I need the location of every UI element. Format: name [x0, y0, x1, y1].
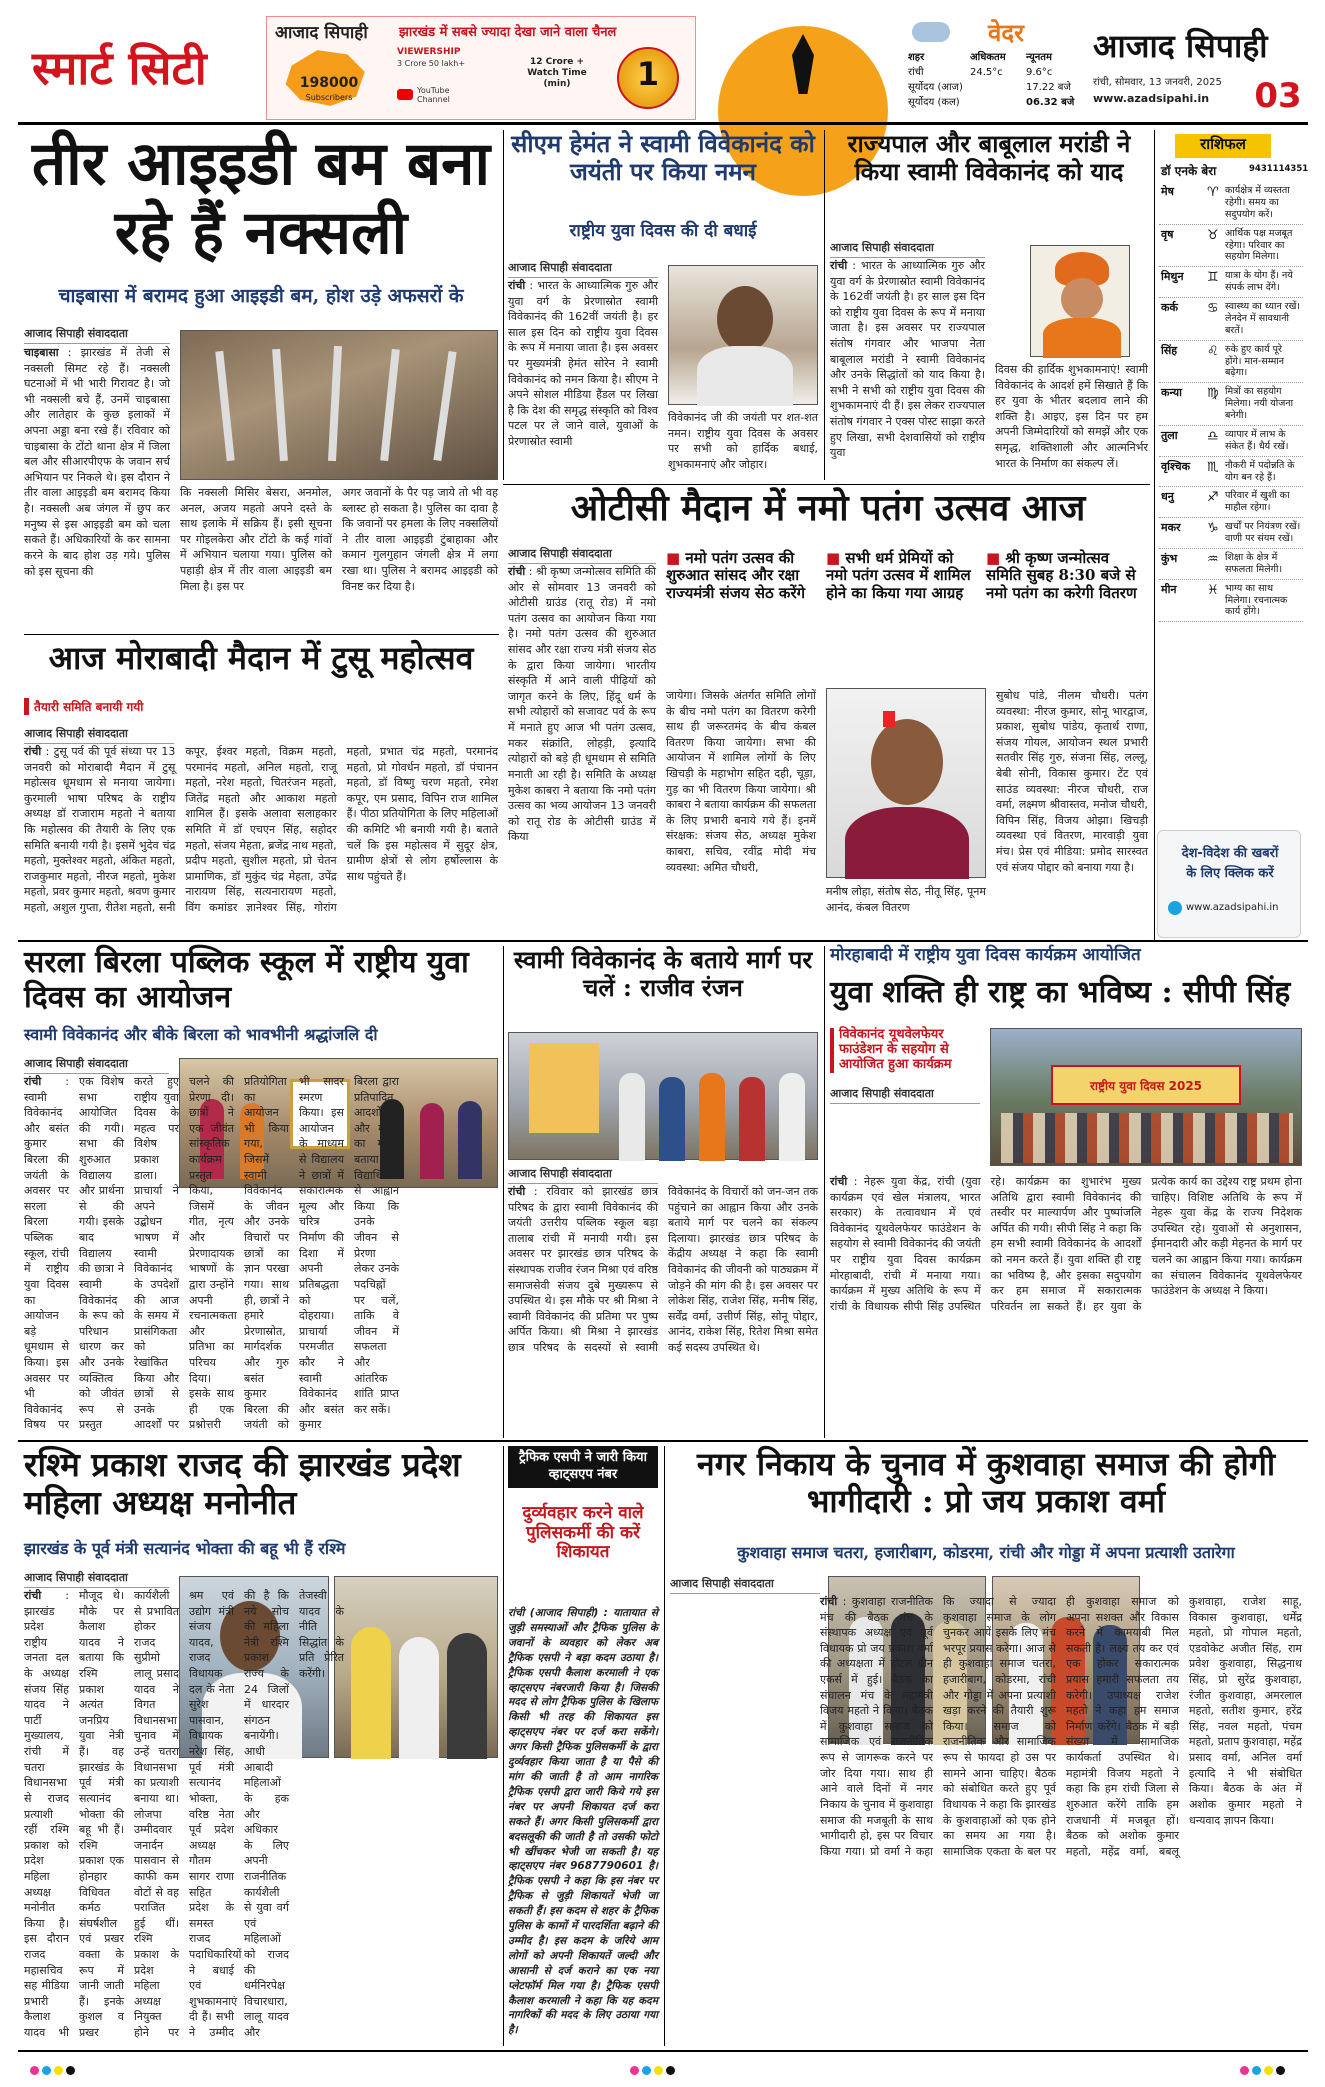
column-rule	[503, 130, 504, 480]
column-rule	[824, 946, 825, 1438]
rajeev-headline: स्वामी विवेकानंद के बताये मार्ग पर चलें : राजीव रंजन	[513, 945, 813, 1002]
kushwaha-body: रांची : कुशवाहा राजनीतिक मंच की बैठक मंच के संस्थापक अध्यक्ष एवं पूर्व विधायक प्रो जय प्रकाश वर्मा की अध्यक्षता में होटल ग्रीन एकर्स में हुई। बैठक का संचालन मंच के महामंत्री विजय महतो ने किया। बैठक में कुशवाहा समाज को सामाजिक एवं राजनीतिक रूप से जागरूक करने पर जोर दिया गया। साथ ही आने वाले दिनों में नगर निकाय के चुनाव में कुशवाहा समाज की मजबूती के साथ भागीदारी हो, इस पर विचार किया गया। प्रो वर्मा ने कहा कि ज्यादा से ज्यादा कुशवाहा समाज के लोग चुनकर आयें इसके लिए मंच भरपूर प्रयास करेगा। आज से ही कुशवाहा समाज चतरा, हजारीबाग, कोडरमा, रांची और गोड्डा में अपना प्रत्याशी खड़ा करने की तैयारी शुरू किया। समाज को राजनीतिक और सामाजिक रूप से फायदा हो उस पर सामने आना चाहिए। बैठक को संबोधित करते हुए पूर्व विधायक ने कहा कि झारखंड के कुशवाहाओं को एक होने का समय आ गया है। सामाजिक एकता के बल पर ही कुशवाहा समाज को अपना सशक्त और विकास करने में कामयाबी मिल सकती है। लक्ष्य तय कर एवं एक होकर सकारात्मक प्रयास हमारी सफलता तय करेगी। उपाध्यक्ष राजेश महतो ने कहा हम समाज निर्माण करेंगे। बैठक में बड़ी संख्या में सामाजिक कार्यकर्ता उपस्थित थे। महामंत्री विजय महतो ने कहा कि हम रांची जिला से शुरुआत करेंगे ताकि हम राजधानी में मजबूत हों। बैठक को अशोक कुमार महतो, महेंद्र वर्मा, बबलू कुशवाहा, राजेश साहू, विकास कुशवाहा, धर्मेंद्र महतो, प्रो गोपाल महतो, एडवोकेट अजीत सिंह, राम प्रवेश कुशवाहा, सिद्धनाथ सिंह, प्रो सुरेंद्र कुशवाहा, रंजीत कुशवाहा, अमरलाल महतो, सतीश कुमार, हरेंद्र सिंह, नवल महतो, पंचम महतो, प्रताप कुशवाहा, महेंद्र प्रसाद वर्मा, अनिल वर्मा इत्यादि ने भी संबोधित किया। बैठक के अंत में अशोक कुमार महतो ने धन्यवाद ज्ञापन किया।	[820, 1595, 1302, 1858]
zodiac-sign-icon: ♉	[1207, 227, 1219, 243]
cp-group-photo	[990, 1028, 1302, 1166]
zodiac-name: कन्या	[1161, 386, 1182, 400]
zodiac-row	[1159, 457, 1303, 488]
horoscope-title: राशिफल	[1175, 134, 1271, 158]
kite-dateline: रांची	[508, 565, 526, 578]
tusu-headline: आज मोराबादी मैदान में टुसू महोत्सव	[48, 639, 474, 677]
rank-number: 1	[636, 55, 660, 93]
traffic-body: रांची (आजाद सिपाही) : यातायात से जुड़ी समस्याओं और ट्रैफिक पुलिस के जवानों के व्यवहार को लेकर अब ट्रैफिक एसपी ने बड़ा कदम उठाया है। ट्रैफिक एसपी कैलाश करमाली ने एक व्हाट्सएप नंबरजारी किया है। जिसकी मदद से लोग ट्रैफिक पुलिस के खिलाफ किसी भी तरह की शिकायत इस व्हाट्सएप नंबर पर दर्ज करा सकेंगे। अगर किसी ट्रैफिक पुलिसकर्मी के द्वारा दुर्व्यवहार किया जाता है या पैसे की मांग की जाती है तो आम नागरिक ट्रैफिक एसपी द्वारा जारी किये गये इस नंबर पर अपनी शिकायत दर्ज करा सकते हैं। अगर किसी पुलिसकर्मी द्वारा बदसलूकी की जाती है तो उसकी फोटो भी खींचकर भेजी जा सकती है। यह व्हाट्सएप नंबर 9687790601 है। ट्रैफिक एसपी ने कहा कि इस नंबर पर ट्रैफिक से जुड़ी शिकायतें भेजी जा सकती हैं। इस कदम से शहर के ट्रैफिक पुलिस के कामों में पारदर्शिता बढ़ाने की उम्मीद है। इस कदम के जरिये आम लोगों को अपनी शिकायतें जल्दी और आसानी से दर्ज कराने का एक नया प्लेटफॉर्म मिल गया है। ट्रैफिक एसपी कैलाश करमाली ने कहा कि यह कदम नागरिकों की मदद के लिए उठाया गया है।	[508, 1607, 658, 2037]
zodiac-sign-icon: ♊	[1207, 270, 1219, 286]
zodiac-name: मकर	[1161, 521, 1181, 535]
lead-story	[24, 130, 498, 630]
kite-text: श्री कृष्ण जन्मोत्सव समिति की ओर से सोमवार 13 जनवरी को ओटीसी ग्राउंड (रातू रोड) में नमो पतंग उत्सव का आयोजन किया गया है। नमो पतंग उत्सव की शुरुआत सांसद और रक्षा राज्य मंत्री संजय सेठ के द्वारा किया जायेगा। भारतीय संस्कृति में आने वाली पीढ़ियों को जागृत करने के लिए, हिंदू धर्म के सभी त्योहारों को सजावट पर्व के रूप में मनाते हुए आज भी पतंग उत्सव, मकर संक्रांति, लोहड़ी, इत्यादि त्योहारों को बड़े ही धूमधाम से समिति मनाती आ रही है। समिति के अध्यक्ष मुकेश काबरा ने बताया कि नमो पतंग उत्सव का भव्य आयोजन 13 जनवरी को रातू रोड के ओटीसी ग्राउंड में किया	[508, 565, 656, 844]
column-rule	[503, 946, 504, 1438]
color-dot	[654, 2066, 663, 2075]
zodiac-name: तुला	[1161, 428, 1178, 442]
governor-dateline: रांची	[830, 259, 848, 272]
zodiac-text: स्वास्थ्य का ध्यान रखें। लेनदेन में सावधानी बरतें।	[1225, 301, 1301, 336]
rashmi-dateline: रांची	[24, 1589, 42, 1602]
banner-title: आजाद सिपाही	[275, 23, 368, 43]
rashmi-body: रांची : झारखंड प्रदेश राष्ट्रीय जनता दल के अध्यक्ष संजय सिंह यादव ने पार्टी मुख्यालय, रांची में चतरा विधानसभा से राजद प्रत्याशी रहीं रश्मि प्रकाश को प्रदेश महिला अध्यक्ष मनोनीत किया है। इस दौरान राजद महासचिव सह मीडिया प्रभारी कैलाश यादव भी मौजूद थे। मौके पर कैलाश यादव ने बताया कि रश्मि प्रकाश अत्यंत जनप्रिय युवा नेत्री हैं। वह झारखंड के पूर्व मंत्री सत्यानंद भोक्ता की बहू भी हैं। रश्मि प्रकाश एक होनहार विधिवत कर्मठ संघर्षशील एवं प्रखर वक्ता के रूप में जानी जाती हैं। इनके कुशल व प्रखर कार्यशैली से प्रभावित होकर राजद सुप्रीमो लालू प्रसाद यादव ने विगत विधानसभा चुनाव में उन्हें चतरा विधानसभा का प्रत्याशी बनाया था। लोजपा उम्मीदवार जनार्दन पासवान से काफी कम वोटों से वह पराजित हुई थीं। रश्मि प्रकाश के प्रदेश महिला अध्यक्ष नियुक्त होने पर श्रम एवं उद्योग मंत्री संजय यादव, राजद विधायक दल के नेता सुरेश पासवान, विधायक नरेश सिंह, पूर्व मंत्री सत्यानंद भोक्ता, वरिष्ठ नेता पूर्व प्रदेश अध्यक्ष गौतम सागर राणा सहित प्रदेश के समस्त राजद पदाधिकारियों ने बधाई एवं शुभकामनाएं दी हैं। सभी ने उम्मीद की है कि नये सोच की महिला नेत्री रश्मि प्रकाश राज्य के 24 जिलों में धारदार संगठन बनायेंगी। आधी आबादी महिलाओं के हक और अधिकार के लिए अपनी राजनीतिक कार्यशैली से युवा वर्ग एवं महिलाओं को राजद की धर्मनिरपेक्ष विचारधारा, लालू यादव और तेजस्वी यादव के नीति सिद्धांत के प्रति प्रेरित करेंगी।	[24, 1589, 344, 2040]
zodiac-name: वृश्चिक	[1161, 459, 1191, 473]
lead-body-right: अगर जवानों के पैर पड़ जाये तो भी वह ब्लास्ट हो सकता है। पुलिस का दावा है कि जवानों पर हमला के लिए नक्सलियों ने तीर वाला आइइडी टुंबाहाका और कमान गुलगुहान जंगली क्षेत्र में लगा रखा था। पुलिस ने बरामद आइइडी को विनष्ट कर दिया है।	[342, 486, 498, 593]
zodiac-row	[1159, 341, 1303, 384]
governor-text: भारत के आध्यात्मिक गुरु और युवा वर्ग के प्रेरणास्रोत स्वामी विवेकानंद के 162वीं जयंती है। हर साल इस दिन को राष्ट्रीय युवा दिवस के रूप में मनाया जाता है। इस अवसर पर राज्यपाल संतोष गंगवार और भाजपा नेता बाबूलाल मरांडी ने स्वामी विवेकानंद और उनके सिद्धांतों को याद किया है। सभी ने सभी को राष्ट्रीय युवा दिवस की शुभकामनाएं दी हैं। इस लेकर राज्यपाल संतोष गंगवार ने एक्स पोस्ट साझा करते हुए लिखा, सभी देशवासियों को राष्ट्रीय युवा	[830, 259, 985, 460]
tusu-body: रांची : टुसू पर्व की पूर्व संध्या पर 13 जनवरी को मोराबादी मैदान में टुसू महोत्सव धूमधाम से मनाया जायेगा। कुरमाली भाषा परिषद के राष्ट्रीय अध्यक्ष डॉ राजाराम महतो ने बताया कि महोत्सव की तैयारी के लिए एक समिति बनायी गयी है। इसमें भुदेव चंद्र महतो, मुक्तेश्वर महतो, अंकित महतो, राजकुमार महतो, नीरज महतो, मुकेश महतो, प्रवर कुमार महतो, श्रवण कुमार महतो, अशुल गुप्ता, रीतेश महतो, सनी कपूर, ईश्वर महतो, विक्रम महतो, परमानंद महतो, अनिल महतो, राजू महतो, नरेश महतो, चितरंजन महतो, जितेंद्र महतो और आकाश महतो शामिल हैं। इसके अलावा सलाहकार समिति में डॉ एचएन सिंह, सहोदर महतो, संजय मेहता, ब्रजेंद्र नाथ महतो, प्रदीप महतो, सुशील महतो, प्रो चेतन प्रामाणिक, डॉ मुकुंद चंद्र मेहता, उपेंद्र नारायण सिंह, सत्यनारायण महतो, विंग कमांडर ज्ञानेश्वर सिंह, गोरांग महतो, प्रभात चंद्र महतो, परमानंद महतो, प्रो गोवर्धन महतो, डॉ पंचानन महतो, डॉ विष्णु चरण महतो, रमेश कपूर, एम प्रसाद, विपिन राज शामिल हैं। पीठा प्रतियोगिता के लिए महिलाओं की कमिटि भी बनायी गयी है। बताते चलें कि इस महोत्सव में सुदूर क्षेत्र, ग्रामीण क्षेत्रों से लोग हर्षोल्लास के साथ पहुंचते हैं।	[24, 745, 498, 915]
sarla-text: स्वामी विवेकानंद और बसंत कुमार बिरला की जयंती के अवसर पर सरला बिरला पब्लिक स्कूल, रांची में राष्ट्रीय युवा दिवस का आयोजन बड़े धूमधाम से किया। इस अवसर पर भी विवेकानंद विषय पर एक विशेष सभा आयोजित की गयी। सभा की शुरुआत विद्यालय और प्रार्थना से की गयी। इसके बाद विद्यालय की छात्रा ने स्वामी विवेकानंद के रूप को परिधान धारण कर और उनके व्यक्तित्व को जीवंत रूप से प्रस्तुत करते हुए राष्ट्रीय युवा दिवस के महत्व पर विशेष प्रकाश डाला। प्राचार्या ने अपने उद्बोधन भाषण में स्वामी विवेकानंद के उपदेशों की आज के समय में प्रासंगिकता को रेखांकित किया और छात्रों से उनके आदर्शों पर चलने की प्रेरणा दी। छात्रों ने एक जीवंत सांस्कृतिक कार्यक्रम प्रस्तुत किया, जिसमें गीत, नृत्य और प्रेरणादायक भाषणों के द्वारा उन्होंने अपनी रचनात्मकता और प्रतिभा का परिचय दिया। इसके साथ ही एक प्रश्नोत्तरी प्रतियोगिता का आयोजन भी किया गया, जिसमें स्वामी विवेकानंद के जीवन और उनके विचारों पर छात्रों का ज्ञान परखा गया। साथ ही, छात्रों ने हमारे प्रेरणास्रोत, मार्गदर्शक और गुरु बसंत कुमार बिरला की जयंती को भी सादर स्मरण किया। इस आयोजन के माध्यम से विद्यालय ने छात्रों में सकारात्मक मूल्य और चरित्र निर्माण की दिशा में अपनी प्रतिबद्धता को दोहराया। प्राचार्या परमजीत कौर ने स्वामी विवेकानंद और बसंत कुमार बिरला द्वारा प्रतिपादित आदर्शों और मूल्यों का महत्व बताया और विद्यार्थियों से आह्वान किया कि उनके जीवन से प्रेरणा लेकर उनके पदचिह्नों पर चलें, ताकि वे जीवन में सफलता और आंतरिक शांति प्राप्त कर सकें।	[24, 1075, 399, 1432]
row-rule	[24, 634, 499, 635]
registration-dots-center	[630, 2060, 678, 2079]
horoscope-phone: 9431114351	[1249, 164, 1309, 174]
rajeev-story	[508, 946, 818, 1436]
masthead-rule	[18, 122, 1308, 125]
kushwaha-text: कुशवाहा राजनीतिक मंच की बैठक मंच के संस्थापक अध्यक्ष एवं पूर्व विधायक प्रो जय प्रकाश वर्मा की अध्यक्षता में होटल ग्रीन एकर्स में हुई। बैठक का संचालन मंच के महामंत्री विजय महतो ने किया। बैठक में कुशवाहा समाज को सामाजिक एवं राजनीतिक रूप से जागरूक करने पर जोर दिया गया। साथ ही आने वाले दिनों में नगर निकाय के चुनाव में कुशवाहा समाज की मजबूती के साथ भागीदारी हो, इस पर विचार किया गया। प्रो वर्मा ने कहा कि ज्यादा से ज्यादा कुशवाहा समाज के लोग चुनकर आयें इसके लिए मंच भरपूर प्रयास करेगा। आज से ही कुशवाहा समाज चतरा, हजारीबाग, कोडरमा, रांची और गोड्डा में अपना प्रत्याशी खड़ा करने की तैयारी शुरू किया। समाज को राजनीतिक और सामाजिक रूप से फायदा हो उस पर सामने आना चाहिए। बैठक को संबोधित करते हुए पूर्व विधायक ने कहा कि झारखंड के कुशवाहाओं को एक होने का समय आ गया है। सामाजिक एकता के बल पर ही कुशवाहा समाज को अपना सशक्त और विकास करने में कामयाबी मिल सकती है। लक्ष्य तय कर एवं एक होकर सकारात्मक प्रयास हमारी सफलता तय करेगी। उपाध्यक्ष राजेश महतो ने कहा हम समाज निर्माण करेंगे। बैठक में बड़ी संख्या में सामाजिक कार्यकर्ता उपस्थित थे। महामंत्री विजय महतो ने कहा कि हम रांची जिला से शुरुआत करेंगे ताकि हम राजधानी में मजबूत हों। बैठक को अशोक कुमार महतो, महेंद्र वर्मा, बबलू कुशवाहा, राजेश साहू, विकास कुशवाहा, धर्मेंद्र महतो, प्रो गोपाल महतो, एडवोकेट अजीत सिंह, राम प्रवेश कुशवाहा, सिद्धनाथ सिंह, प्रो सुरेंद्र कुशवाहा, रंजीत कुशवाहा, अमरलाल महतो, सतीश कुमार, हरेंद्र सिंह, नवल महतो, पंचम महतो, प्रताप कुशवाहा, महेंद्र प्रसाद वर्मा, अनिल वर्मा इत्यादि ने भी संबोधित किया। बैठक के अंत में अशोक कुमार महतो ने धन्यवाद ज्ञापन किया।	[820, 1595, 1302, 1858]
column-rule	[664, 1446, 665, 2046]
zodiac-sign-icon: ♋	[1207, 301, 1219, 316]
rashmi-story	[24, 1446, 498, 2046]
zodiac-name: कर्क	[1161, 301, 1178, 314]
channel-banner[interactable]	[266, 16, 696, 120]
zodiac-text: खर्चों पर नियंत्रण रखें। वाणी पर संयम रखें।	[1225, 521, 1301, 544]
pen-logo-icon	[708, 14, 898, 122]
kushwaha-headline: नगर निकाय के चुनाव में कुशवाहा समाज की होगी भागीदारी : प्रो जय प्रकाश वर्मा	[696, 1445, 1276, 1520]
footer-color-marks	[30, 2058, 1300, 2078]
zodiac-sign-icon: ♐	[1207, 490, 1219, 506]
promo-line-2: के लिए क्लिक करें	[1186, 866, 1274, 881]
cp-text: नेहरू युवा केंद्र, रांची (युवा कार्यक्रम एवं खेल मंत्रालय, भारत सरकार) के तत्वावधान में एवं विवेकानंद यूथवेलफेयर फाउंडेशन के सहयोग से स्वामी विवेकानंद की जयंती पर राष्ट्रीय युवा दिवस कार्यक्रम मोरहाबादी, रांची में मनाया गया। कार्यक्रम में मुख्य अतिथि के रूप में रांची के विधायक सीपी सिंह उपस्थित रहे। कार्यक्रम का शुभारंभ मुख्य अतिथि द्वारा स्वामी विवेकानंद की तस्वीर पर माल्यार्पण और पुष्पांजलि अर्पित की गयी। सीपी सिंह ने कहा कि हम सभी स्वामी विवेकानंद के आदर्शों को नमन करते हैं। युवा शक्ति ही राष्ट्र का भविष्य है, और इसका सदुपयोग कर हम समाज में सकारात्मक परिवर्तन ला सकते हैं। हर युवा के प्रत्येक कार्य का उद्देश्य राष्ट्र प्रथम होना चाहिए। विशिष्ट अतिथि के रूप में नेहरू युवा केंद्र के राज्य निदेशक उपस्थित रहे। युवाओं से अनुशासन, ईमानदारी और कड़ी मेहनत के मार्ग पर चलने का आह्वान किया गया। कार्यक्रम का संचालन विवेकानंद यूथवेलफेयर फाउंडेशन के अध्यक्ष ने किया।	[830, 1175, 1302, 1313]
kushwaha-story	[670, 1446, 1302, 2046]
hemant-subhead: राष्ट्रीय युवा दिवस की दी बधाई	[569, 221, 757, 241]
zodiac-row	[1159, 267, 1303, 298]
cp-subhead: मोरहाबादी में राष्ट्रीय युवा दिवस कार्यक्रम आयोजित	[830, 945, 1141, 965]
zodiac-sign-icon: ♍	[1207, 386, 1219, 402]
kushwaha-byline: आजाद सिपाही संवाददाता	[670, 1576, 820, 1594]
youtube-icon	[397, 89, 413, 100]
kite-body-right: सुबोध पांडे, नीलम चौधरी। पतंग व्यवस्था: नीरज कुमार, सोनू भारद्वाज, प्रकाश, सुबोध पांडेय, कृतार्थ राणा, संजय गोयल, आयोजन स्थल प्रभारी सतवीर सिंह गुरु, संजना सिंह, लल्लू, बेबी सोनी, विकास कुमार। टेंट एवं साउंड व्यवस्था: नीरज चौधरी, राज वर्मा, लक्ष्मण श्रीवास्तव, मनोज चौधरी, विपिन सिंह, विजय ओझा। खिचड़ी व्यवस्था एवं वितरण, मारवाड़ी युवा मंच। प्रेस एवं मीडिया: प्रमोद सारस्वत एवं संजय पोद्दार को बनाया गया है।	[996, 689, 1148, 874]
lead-body-left: चाइबासा : झारखंड में तेजी से नक्सली सिमट रहे हैं। नक्सली घटनाओं में भी भारी गिरावट है। जो भी नक्सली बचे हैं, उनमें चाइबासा और लातेहार के कुछ इलाकों में अपना अड्डा बना रखे हैं। रविवार को चाइबासा के टोंटो थाना क्षेत्र में जिला बल और सीआरपीएफ के जवान सर्च अभियान पर निकले थे। इस दौरान ने तीर वाला आइइडी बम बरामद किया है। नक्सली अब जंगल में छुप कर मनुष्य से इस आइइडी बम को चला सकते हैं। अधिकारियों के कर सामना करने के बाद होश उड़ गये। पुलिस को इस सूचना की	[24, 346, 170, 578]
youtube-label: YouTube Channel	[417, 86, 450, 104]
cp-byline: आजाद सिपाही संवाददाता	[830, 1086, 980, 1104]
color-dot	[1240, 2066, 1249, 2075]
zodiac-row	[1159, 225, 1303, 268]
color-dot	[642, 2066, 651, 2075]
tusu-kicker: तैयारी समिति बनायी गयी	[24, 698, 184, 715]
kite-byline: आजाद सिपाही संवाददाता	[508, 546, 656, 564]
tusu-dateline: रांची	[24, 745, 42, 758]
weather-col-min: न्यूनतम	[1026, 52, 1052, 63]
zodiac-row	[1159, 549, 1303, 580]
color-dot	[630, 2066, 639, 2075]
zodiac-row	[1159, 383, 1303, 426]
kite-kicker-3: ■ श्री कृष्ण जन्मोत्सव समिति सुबह 8:30 बजे से नमो पतंग का करेगी वितरण	[986, 549, 1137, 602]
traffic-story	[508, 1446, 658, 2046]
hemant-headline: सीएम हेमंत ने स्वामी विवेकानंद को जयंती पर किया नमन	[511, 129, 815, 186]
cp-body: रांची : नेहरू युवा केंद्र, रांची (युवा कार्यक्रम एवं खेल मंत्रालय, भारत सरकार) के तत्वावधान में एवं विवेकानंद यूथवेलफेयर फाउंडेशन के सहयोग से स्वामी विवेकानंद की जयंती पर राष्ट्रीय युवा दिवस कार्यक्रम मोरहाबादी, रांची में मनाया गया। कार्यक्रम में मुख्य अतिथि के रूप में रांची के विधायक सीपी सिंह उपस्थित रहे। कार्यक्रम का शुभारंभ मुख्य अतिथि द्वारा स्वामी विवेकानंद की तस्वीर पर माल्यार्पण और पुष्पांजलि अर्पित की गयी। सीपी सिंह ने कहा कि हम सभी स्वामी विवेकानंद के आदर्शों को नमन करते हैं। युवा शक्ति ही राष्ट्र का भविष्य है, और इसका सदुपयोग कर हम समाज में सकारात्मक परिवर्तन ला सकते हैं। हर युवा के प्रत्येक कार्य का उद्देश्य राष्ट्र प्रथम होना चाहिए। विशिष्ट अतिथि के रूप में नेहरू युवा केंद्र के राज्य निदेशक उपस्थित रहे। युवाओं से अनुशासन, ईमानदारी और कड़ी मेहनत के मार्ग पर चलने का आह्वान किया गया। कार्यक्रम का संचालन विवेकानंद यूथवेलफेयर फाउंडेशन के अध्यक्ष ने किया।	[830, 1175, 1302, 1313]
horoscope-panel	[1154, 130, 1309, 940]
zodiac-name: मेष	[1161, 185, 1174, 198]
kushwaha-subhead: कुशवाहा समाज चतरा, हजारीबाग, कोडरमा, रांची और गोड्डा में अपना प्रत्याशी उतारेगा	[737, 1543, 1235, 1562]
horoscope-author: डॉ एनके बेरा	[1161, 164, 1217, 178]
zodiac-sign-icon: ♓	[1207, 582, 1219, 598]
cp-story	[830, 946, 1302, 1436]
lead-byline: आजाद सिपाही संवाददाता	[24, 326, 170, 344]
lead-headline: तीर आइइडी बम बना रहे हैं नक्सली	[31, 129, 491, 268]
weather-cell: 06.32 बजे	[1026, 97, 1075, 108]
zodiac-text: मित्रों का सहयोग मिलेगा। नयी योजना बनेगी।	[1225, 386, 1294, 421]
zodiac-text: आर्थिक पक्ष मजबूत रहेगा। परिवार का सहयोग मिलेगा।	[1225, 227, 1293, 263]
sarla-dateline: रांची	[24, 1075, 42, 1088]
color-dot	[66, 2066, 75, 2075]
tusu-byline: आजाद सिपाही संवाददाता	[24, 726, 174, 744]
sarla-subhead: स्वामी विवेकानंद और बीके बिरला को भावभीनी श्रद्धांजलि दी	[24, 1025, 378, 1044]
color-dot	[54, 2066, 63, 2075]
date-line: रांची, सोमवार, 13 जनवरी, 2025	[1093, 77, 1222, 88]
traffic-headline: दुर्व्यवहार करने वाले पुलिसकर्मी की करें शिकायत	[522, 1503, 644, 1563]
zodiac-row	[1159, 426, 1303, 457]
vivekananda-portrait	[1030, 245, 1130, 357]
zodiac-row	[1159, 518, 1303, 549]
ied-photo	[180, 330, 498, 480]
zodiac-text: परिवार में खुशी का माहौल रहेगा।	[1225, 490, 1290, 514]
rashmi-text: झारखंड प्रदेश राष्ट्रीय जनता दल के अध्यक्ष संजय सिंह यादव ने पार्टी मुख्यालय, रांची में चतरा विधानसभा से राजद प्रत्याशी रहीं रश्मि प्रकाश को प्रदेश महिला अध्यक्ष मनोनीत किया है। इस दौरान राजद महासचिव सह मीडिया प्रभारी कैलाश यादव भी मौजूद थे। मौके पर कैलाश यादव ने बताया कि रश्मि प्रकाश अत्यंत जनप्रिय युवा नेत्री हैं। वह झारखंड के पूर्व मंत्री सत्यानंद भोक्ता की बहू भी हैं। रश्मि प्रकाश एक होनहार विधिवत कर्मठ संघर्षशील एवं प्रखर वक्ता के रूप में जानी जाती हैं। इनके कुशल व प्रखर कार्यशैली से प्रभावित होकर राजद सुप्रीमो लालू प्रसाद यादव ने विगत विधानसभा चुनाव में उन्हें चतरा विधानसभा का प्रत्याशी बनाया था। लोजपा उम्मीदवार जनार्दन पासवान से काफी कम वोटों से वह पराजित हुई थीं। रश्मि प्रकाश के प्रदेश महिला अध्यक्ष नियुक्त होने पर श्रम एवं उद्योग मंत्री संजय यादव, राजद विधायक दल के नेता सुरेश पासवान, विधायक नरेश सिंह, पूर्व मंत्री सत्यानंद भोक्ता, वरिष्ठ नेता पूर्व प्रदेश अध्यक्ष गौतम सागर राणा सहित प्रदेश के समस्त राजद पदाधिकारियों ने बधाई एवं शुभकामनाएं दी हैं। सभी ने उम्मीद की है कि नये सोच की महिला नेत्री रश्मि प्रकाश राज्य के 24 जिलों में धारदार संगठन बनायेंगी। आधी आबादी महिलाओं के हक और अधिकार के लिए अपनी राजनीतिक कार्यशैली से युवा वर्ग एवं महिलाओं को राजद की धर्मनिरपेक्ष विचारधारा, लालू यादव और तेजस्वी यादव के नीति सिद्धांत के प्रति प्रेरित करेंगी।	[24, 1589, 344, 2040]
hemant-text: भारत के आध्यात्मिक गुरु और युवा वर्ग के प्रेरणास्रोत स्वामी विवेकानंद की 162वीं जयंती है। हर साल इस दिन को राष्ट्रीय युवा दिवस के रूप में मनाया जाता है। इस अवसर पर मुख्यमंत्री हेमंत सोरेन ने स्वामी विवेकानंद को नमन किया है। सीएम ने अपने सोशल मीडिया हैंडल पर लिखा है कि देश की समृद्ध संस्कृति को विश्व पटल पर ले जाने वाले, युवाओं के प्रेरणास्रोत स्वामी	[508, 279, 658, 449]
governor-story	[830, 130, 1148, 482]
zodiac-row	[1159, 580, 1303, 623]
zodiac-text: यात्रा के योग हैं। नये संपर्क लाभ देंगे।	[1225, 270, 1293, 294]
promo-line-1: देश-विदेश की खबरों	[1181, 846, 1279, 861]
zodiac-sign-icon: ♏	[1207, 459, 1219, 475]
zodiac-name: वृष	[1161, 227, 1174, 241]
banner-tagline: झारखंड में सबसे ज्यादा देखा जाने वाला चैनल	[399, 25, 617, 40]
zodiac-text: व्यापार में लाभ के संकेत हैं। धैर्य रखें।	[1225, 428, 1289, 452]
row-rule	[503, 484, 1150, 485]
governor-body-right: दिवस की हार्दिक शुभकामनाएं! स्वामी विवेकानंद के आदर्श हमें सिखाते हैं कि हर युवा के भीतर बदलाव लाने की शक्ति है। आइए, इस दिन पर हम अपनी जिम्मेदारियों को समझें और एक समृद्ध, शक्तिशाली और आत्मनिर्भर भारत के निर्माण का संकल्प लें।	[995, 363, 1148, 470]
viewership-label: VIEWERSHIP	[397, 47, 461, 57]
rajeev-body: रांची : रविवार को झारखंड छात्र परिषद के द्वारा स्वामी विवेकानंद की जयंती उत्तरीय पब्लिक स्कूल बड़ा तालाब रांची में मनायी गयी। इस अवसर पर झारखंड छात्र परिषद के संस्थापक राजीव रंजन मिश्रा एवं वरिष्ठ समाजसेवी संजय दुबे मुख्यरूप से उपस्थित थे। इस मौके पर श्री मिश्रा ने स्वामी विवेकानंद की प्रतिमा पर पुष्प अर्पित किया। श्री मिश्रा ने झारखंड छात्र परिषद के सदस्यों से स्वामी विवेकानंद के विचारों को जन-जन तक पहुंचाने का आह्वान किया और उनके बताये मार्ग पर चलने का संकल्प दिलाया। झारखंड छात्र परिषद के केंद्रीय अध्यक्ष ने कहा कि स्वामी विवेकानंद की जीवनी को पाठ्यक्रम में जोड़ने की मांग की है। इस अवसर पर लोकेश सिंह, राजेश सिंह, मनीष सिंह, सर्वेंद्र वर्मा, उत्तीर्ण सिंह, सोनू पोद्दार, आनंद, राकेश सिंह, रितेश मिश्रा समेत कई सदस्य उपस्थित थे।	[508, 1185, 818, 1355]
cp-banner-text: राष्ट्रीय युवा दिवस 2025	[1089, 1079, 1203, 1093]
rajeev-byline: आजाद सिपाही संवाददाता	[508, 1166, 658, 1184]
zodiac-name: मिथुन	[1161, 270, 1184, 284]
globe-icon	[1168, 901, 1182, 915]
zodiac-row	[1159, 487, 1303, 518]
zodiac-text: शिक्षा के क्षेत्र में सफलता मिलेगी।	[1225, 551, 1283, 575]
rajeev-event-photo	[508, 1032, 818, 1160]
lead-dateline: चाइबासा	[24, 346, 59, 359]
column-rule	[824, 130, 825, 480]
hemant-portrait	[668, 265, 818, 405]
color-dot	[1264, 2066, 1273, 2075]
color-dot	[1252, 2066, 1261, 2075]
section-brand: स्मार्ट सिटी	[32, 41, 207, 95]
hemant-body-right: विवेकानंद जी की जयंती पर शत-शत नमन। राष्ट्रीय युवा दिवस के अवसर पर सभी को हार्दिक बधाई, शुभकामनाएं और जोहार।	[668, 411, 818, 471]
subscriber-label: Subscribers	[305, 93, 353, 102]
zodiac-name: धनु	[1161, 490, 1174, 504]
lead-subhead: चाइबासा में बरामद हुआ आइइडी बम, होश उड़े अफसरों के	[58, 285, 464, 307]
rashmi-subhead: झारखंड के पूर्व मंत्री सत्यानंद भोक्ता की बहू भी हैं रश्मि	[24, 1539, 346, 1558]
zodiac-text: कार्यक्षेत्र में व्यस्तता रहेगी। समय का सदुपयोग करें।	[1225, 185, 1290, 220]
sarla-body: रांची : स्वामी विवेकानंद और बसंत कुमार बिरला की जयंती के अवसर पर सरला बिरला पब्लिक स्कूल, रांची में राष्ट्रीय युवा दिवस का आयोजन बड़े धूमधाम से किया। इस अवसर पर भी विवेकानंद विषय पर एक विशेष सभा आयोजित की गयी। सभा की शुरुआत विद्यालय और प्रार्थना से की गयी। इसके बाद विद्यालय की छात्रा ने स्वामी विवेकानंद के रूप को परिधान धारण कर और उनके व्यक्तित्व को जीवंत रूप से प्रस्तुत करते हुए राष्ट्रीय युवा दिवस के महत्व पर विशेष प्रकाश डाला। प्राचार्या ने अपने उद्बोधन भाषण में स्वामी विवेकानंद के उपदेशों की आज के समय में प्रासंगिकता को रेखांकित किया और छात्रों से उनके आदर्शों पर चलने की प्रेरणा दी। छात्रों ने एक जीवंत सांस्कृतिक कार्यक्रम प्रस्तुत किया, जिसमें गीत, नृत्य और प्रेरणादायक भाषणों के द्वारा उन्होंने अपनी रचनात्मकता और प्रतिभा का परिचय दिया। इसके साथ ही एक प्रश्नोत्तरी प्रतियोगिता का आयोजन भी किया गया, जिसमें स्वामी विवेकानंद के जीवन और उनके विचारों पर छात्रों का ज्ञान परखा गया। साथ ही, छात्रों ने हमारे प्रेरणास्रोत, मार्गदर्शक और गुरु बसंत कुमार बिरला की जयंती को भी सादर स्मरण किया। इस आयोजन के माध्यम से विद्यालय ने छात्रों में सकारात्मक मूल्य और चरित्र निर्माण की दिशा में अपनी प्रतिबद्धता को दोहराया। प्राचार्या परमजीत कौर ने स्वामी विवेकानंद और बसंत कुमार बिरला द्वारा प्रतिपादित आदर्शों और मूल्यों का महत्व बताया और विद्यार्थियों से आह्वान किया कि उनके जीवन से प्रेरणा लेकर उनके पदचिह्नों पर चलें, ताकि वे जीवन में सफलता और आंतरिक शांति प्राप्त कर सकें।	[24, 1075, 399, 1432]
kite-kicker-2: ■ सभी धर्म प्रेमियों को नमो पतंग उत्सव में शामिल होने का किया गया आग्रह	[826, 549, 971, 602]
row-rule	[18, 940, 1308, 942]
sarla-story	[24, 946, 498, 1436]
rajeev-dateline: रांची	[508, 1185, 526, 1198]
weather-cell: रांची	[908, 67, 924, 78]
rashmi-byline: आजाद सिपाही संवाददाता	[24, 1570, 169, 1588]
cloud-sun-icon	[912, 22, 950, 42]
weather-table	[908, 50, 1083, 110]
rashmi-headline: रश्मि प्रकाश राजद की झारखंड प्रदेश महिला अध्यक्ष मनोनीत	[24, 1445, 461, 1522]
hemant-dateline: रांची	[508, 279, 526, 292]
zodiac-row	[1159, 182, 1303, 225]
kite-organizer-photo	[826, 688, 986, 878]
zodiac-row	[1159, 298, 1303, 341]
governor-body-left: रांची : भारत के आध्यात्मिक गुरु और युवा वर्ग के प्रेरणास्रोत स्वामी विवेकानंद के 162वीं जयंती है। हर साल इस दिन को राष्ट्रीय युवा दिवस के रूप में मनाया जाता है। इस अवसर पर राज्यपाल संतोष गंगवार और भाजपा नेता बाबूलाल मरांडी ने स्वामी विवेकानंद और उनके सिद्धांतों को याद किया है। सभी ने सभी को राष्ट्रीय युवा दिवस की शुभकामनाएं दी हैं। इस लेकर राज्यपाल संतोष गंगवार ने एक्स पोस्ट साझा करते हुए लिखा, सभी देशवासियों को राष्ट्रीय युवा	[830, 259, 985, 460]
zodiac-sign-icon: ♑	[1207, 521, 1219, 537]
weather-cell: सूर्योदय (आज)	[908, 82, 963, 93]
rank-badge-icon	[617, 47, 679, 109]
color-dot	[1276, 2066, 1285, 2075]
weather-col-max: अधिकतम	[970, 52, 1006, 63]
lead-text: झारखंड में तेजी से नक्सली सिमट रहे हैं। नक्सली घटनाओं में भी भारी गिरावट है। जो भी नक्सली बचे हैं, उनमें चाइबासा और लातेहार के कुछ इलाकों में अपना अड्डा बना रखे हैं। रविवार को चाइबासा के टोंटो थाना क्षेत्र में जिला बल और सीआरपीएफ के जवान सर्च अभियान पर निकले थे। इस दौरान ने तीर वाला आइइडी बम बरामद किया है। नक्सली अब जंगल में छुप कर मनुष्य से इस आइइडी बम को चला सकते हैं। अधिकारियों के कर सामना करने के बाद होश उड़ गये। पुलिस को इस सूचना की	[24, 346, 170, 578]
zodiac-text: रुके हुए कार्य पूरे होंगे। मान-सम्मान बढ़ेगा।	[1225, 343, 1284, 379]
weather-box	[908, 16, 1083, 120]
governor-headline: राज्यपाल और बाबूलाल मरांडी ने किया स्वामी विवेकानंद को याद	[847, 129, 1131, 186]
weather-title: वेदर	[988, 18, 1024, 47]
traffic-text: यातायात से जुड़ी समस्याओं और ट्रैफिक पुलिस के जवानों के व्यवहार को लेकर अब ट्रैफिक एसपी ने बड़ा कदम उठाया है। ट्रैफिक एसपी कैलाश करमाली ने एक व्हाट्सएप नंबरजारी किया है। जिसकी मदद से लोग ट्रैफिक पुलिस के खिलाफ किसी भी तरह की शिकायत इस व्हाट्सएप नंबर पर दर्ज करा सकेंगे। अगर किसी ट्रैफिक पुलिसकर्मी के द्वारा दुर्व्यवहार किया जाता है या पैसे की मांग की जाती है तो आम नागरिक ट्रैफिक एसपी द्वारा जारी किये गये इस नंबर पर अपनी शिकायत दर्ज करा सकते हैं। अगर किसी पुलिसकर्मी द्वारा बदसलूकी की जाती है तो उसकी फोटो भी खींचकर भेजी जा सकती है। यह व्हाट्सएप नंबर 9687790601 है। ट्रैफिक एसपी ने कहा कि इस नंबर पर ट्रैफिक से जुड़ी शिकायतें भेजी जा सकती हैं। इस कदम से शहर के ट्रैफिक पुलिस के कामों में पारदर्शिता बढ़ाने की उम्मीद है। इस कदम के जरिये आम लोगों को अपनी शिकायतें जल्दी और आसानी से दर्ज कराने का एक नया प्लेटफॉर्म मिल गया है। ट्रैफिक एसपी कैलाश करमाली ने कहा कि यह कदम नागरिकों की मदद के लिए उठाया गया है।	[508, 1607, 658, 2037]
masthead	[18, 14, 1308, 122]
zodiac-list	[1159, 182, 1303, 822]
weather-col-city: शहर	[908, 52, 925, 63]
kite-kicker-1: ■ नमो पतंग उत्सव की शुरुआत सांसद और रक्षा राज्यमंत्री संजय सेठ करेंगे	[666, 549, 806, 602]
hemant-byline: आजाद सिपाही संवाददाता	[508, 260, 658, 278]
color-dot	[666, 2066, 675, 2075]
tusu-text: टुसू पर्व की पूर्व संध्या पर 13 जनवरी को मोराबादी मैदान में टुसू महोत्सव धूमधाम से मनाया जायेगा। कुरमाली भाषा परिषद के राष्ट्रीय अध्यक्ष डॉ राजाराम महतो ने बताया कि महोत्सव की तैयारी के लिए एक समिति बनायी गयी है। इसमें भुदेव चंद्र महतो, मुक्तेश्वर महतो, अंकित महतो, राजकुमार महतो, नीरज महतो, मुकेश महतो, प्रवर कुमार महतो, श्रवण कुमार महतो, अशुल गुप्ता, रीतेश महतो, सनी कपूर, ईश्वर महतो, विक्रम महतो, परमानंद महतो, अनिल महतो, राजू महतो, नरेश महतो, चितरंजन महतो, जितेंद्र महतो और आकाश महतो शामिल हैं। इसके अलावा सलाहकार समिति में डॉ एचएन सिंह, सहोदर महतो, संजय मेहता, ब्रजेंद्र नाथ महतो, प्रदीप महतो, सुशील महतो, प्रो चेतन प्रामाणिक, डॉ मुकुंद चंद्र मेहता, उपेंद्र नारायण सिंह, सत्यनारायण महतो, विंग कमांडर ज्ञानेश्वर सिंह, गोरांग महतो, प्रभात चंद्र महतो, परमानंद महतो, प्रो गोवर्धन महतो, डॉ पंचानन महतो, डॉ विष्णु चरण महतो, रमेश कपूर, एम प्रसाद, विपिन राज शामिल हैं। पीठा प्रतियोगिता के लिए महिलाओं की कमिटि भी बनायी गयी है। बताते चलें कि इस महोत्सव में सुदूर क्षेत्र, ग्रामीण क्षेत्रों से लोग हर्षोल्लास के साथ पहुंचते हैं।	[24, 745, 498, 915]
zodiac-name: कुंभ	[1161, 551, 1178, 565]
traffic-kicker: ट्रैफिक एसपी ने जारी किया व्हाट्सएप नंबर	[508, 1446, 658, 1488]
weather-cell: 24.5°c	[970, 67, 1003, 78]
tusu-story	[24, 640, 498, 936]
paper-name: आजाद सिपाही	[1093, 27, 1268, 65]
cp-dateline: रांची	[830, 1175, 848, 1188]
zodiac-name: सिंह	[1161, 343, 1178, 357]
website-promo[interactable]	[1157, 830, 1301, 938]
hemant-body-left: रांची : भारत के आध्यात्मिक गुरु और युवा वर्ग के प्रेरणास्रोत स्वामी विवेकानंद की 162वीं जयंती है। हर साल इस दिन को राष्ट्रीय युवा दिवस के रूप में मनाया जाता है। इस अवसर पर मुख्यमंत्री हेमंत सोरेन ने स्वामी विवेकानंद को नमन किया है। सीएम ने अपने सोशल मीडिया हैंडल पर लिखा है कि देश की समृद्ध संस्कृति को विश्व पटल पर ले जाने वाले, युवाओं के प्रेरणास्रोत स्वामी	[508, 279, 658, 449]
kite-body-left: रांची : श्री कृष्ण जन्मोत्सव समिति की ओर से सोमवार 13 जनवरी को ओटीसी ग्राउंड (रातू रोड) में नमो पतंग उत्सव का आयोजन किया गया है। नमो पतंग उत्सव की शुरुआत सांसद और रक्षा राज्य मंत्री संजय सेठ के द्वारा किया जायेगा। भारतीय संस्कृति में आने वाली पीढ़ियों को जागृत करने के लिए, हिंदू धर्म के सभी त्योहारों को सजावट पर्व के रूप में मनाते हुए आज भी पतंग उत्सव, मकर संक्रांति, लोहड़ी, इत्यादि त्योहारों को बड़े ही धूमधाम से समिति मनाती आ रही है। समिति के अध्यक्ष मुकेश काबरा ने बताया कि नमो पतंग उत्सव का भव्य आयोजन 13 जनवरी को रातू रोड के ओटीसी ग्राउंड में किया	[508, 565, 656, 844]
footer-rule	[18, 2050, 1308, 2052]
sarla-headline: सरला बिरला पब्लिक स्कूल में राष्ट्रीय युवा दिवस का आयोजन	[24, 945, 469, 1015]
governor-byline: आजाद सिपाही संवाददाता	[830, 240, 985, 258]
zodiac-sign-icon: ♈	[1207, 185, 1219, 200]
promo-url: www.azadsipahi.in	[1186, 902, 1279, 913]
watch-time: 12 Crore + Watch Time (min)	[527, 57, 587, 89]
weather-cell: 9.6°c	[1026, 67, 1053, 78]
subscriber-count: 198000	[299, 75, 359, 91]
color-dot	[30, 2066, 39, 2075]
viewership-value: 3 Crore 50 lakh+	[397, 59, 466, 68]
zodiac-sign-icon: ♌	[1207, 343, 1219, 359]
registration-dots-left	[30, 2060, 78, 2079]
zodiac-sign-icon: ♒	[1207, 551, 1219, 567]
kite-headline: ओटीसी मैदान में नमो पतंग उत्सव आज	[570, 487, 1086, 529]
zodiac-name: मीन	[1161, 582, 1177, 596]
page-number: 03	[1254, 76, 1302, 116]
rajeev-text: रविवार को झारखंड छात्र परिषद के द्वारा स्वामी विवेकानंद की जयंती उत्तरीय पब्लिक स्कूल बड़ा तालाब रांची में मनायी गयी। इस अवसर पर झारखंड छात्र परिषद के संस्थापक राजीव रंजन मिश्रा एवं वरिष्ठ समाजसेवी संजय दुबे मुख्यरूप से उपस्थित थे। इस मौके पर श्री मिश्रा ने स्वामी विवेकानंद की प्रतिमा पर पुष्प अर्पित किया। श्री मिश्रा ने झारखंड छात्र परिषद के सदस्यों से स्वामी विवेकानंद के विचारों को जन-जन तक पहुंचाने का आह्वान किया और उनके बताये मार्ग पर चलने का संकल्प दिलाया। झारखंड छात्र परिषद के केंद्रीय अध्यक्ष ने कहा कि स्वामी विवेकानंद की जीवनी को पाठ्यक्रम में जोड़ने की मांग की है। इस अवसर पर लोकेश सिंह, राजेश सिंह, मनीष सिंह, सर्वेंद्र वर्मा, उत्तीर्ण सिंह, सोनू पोद्दार, आनंद, राकेश सिंह, रितेश मिश्रा समेत कई सदस्य उपस्थित थे।	[508, 1185, 818, 1355]
weather-cell: सूर्योदय (कल)	[908, 97, 960, 108]
weather-cell: 17.22 बजे	[1026, 82, 1071, 93]
traffic-dateline: रांची (आजाद सिपाही)	[508, 1607, 599, 1619]
website-link[interactable]: www.azadsipahi.in	[1093, 92, 1210, 105]
lead-body-mid: कि नक्सली मिसिर बेसरा, अनमोल, अनल, अजय महतो अपने दस्ते के साथ इलाके में सक्रिय हैं। इसी सूचना पर गोइलकेरा और टोंटो के कई गांवों में अभियान चलाया गया। पुलिस को पहाड़ी क्षेत्र में तीर वाला आइइडी बम मिला है। इस पर	[180, 486, 332, 593]
kite-story	[508, 488, 1148, 936]
registration-dots-right	[1240, 2060, 1288, 2079]
zodiac-text: भाग्य का साथ मिलेगा। रचनात्मक कार्य होंगे।	[1225, 582, 1288, 618]
cp-kicker: विवेकानंद यूथवेलफेयर फाउंडेशन के सहयोग से आयोजित हुआ कार्यक्रम	[830, 1028, 980, 1073]
cp-headline: युवा शक्ति ही राष्ट्र का भविष्य : सीपी सिंह	[830, 975, 1291, 1010]
kushwaha-dateline: रांची	[820, 1595, 838, 1608]
kite-body-mid: जायेगा। जिसके अंतर्गत समिति लोगों के बीच नमो पतंग का वितरण करेगी साथ ही जरूरतमंद के बीच कंबल वितरण किया जायेगा। सभा की आयोजन में शामिल लोगों के लिए खिचड़ी के महाभोग सहित दही, चूड़ा, गुड़ का भी वितरण किया जायेगा। श्री काबरा ने बताया कार्यक्रम की सफलता के लिए प्रभारी बनाये गये हैं। इनमें संरक्षक: संजय सेठ, अध्यक्ष मुकेश काबरा, सचिव, रवींद्र मोदी मंच व्यवस्था: अमित चौधरी,	[666, 689, 816, 874]
hemant-story	[508, 130, 818, 482]
zodiac-sign-icon: ♎	[1207, 428, 1219, 444]
column-rule	[503, 1446, 504, 2046]
kite-photo-caption: मनीष लोहा, संतोष सेठ, नीतू सिंह, पूनम आनंद, कंबल वितरण	[826, 885, 986, 914]
zodiac-text: नौकरी में पदोन्नति के योग बन रहे हैं।	[1225, 459, 1295, 483]
sarla-byline: आजाद सिपाही संवाददाता	[24, 1056, 169, 1074]
color-dot	[42, 2066, 51, 2075]
row-rule	[18, 1440, 1308, 1442]
